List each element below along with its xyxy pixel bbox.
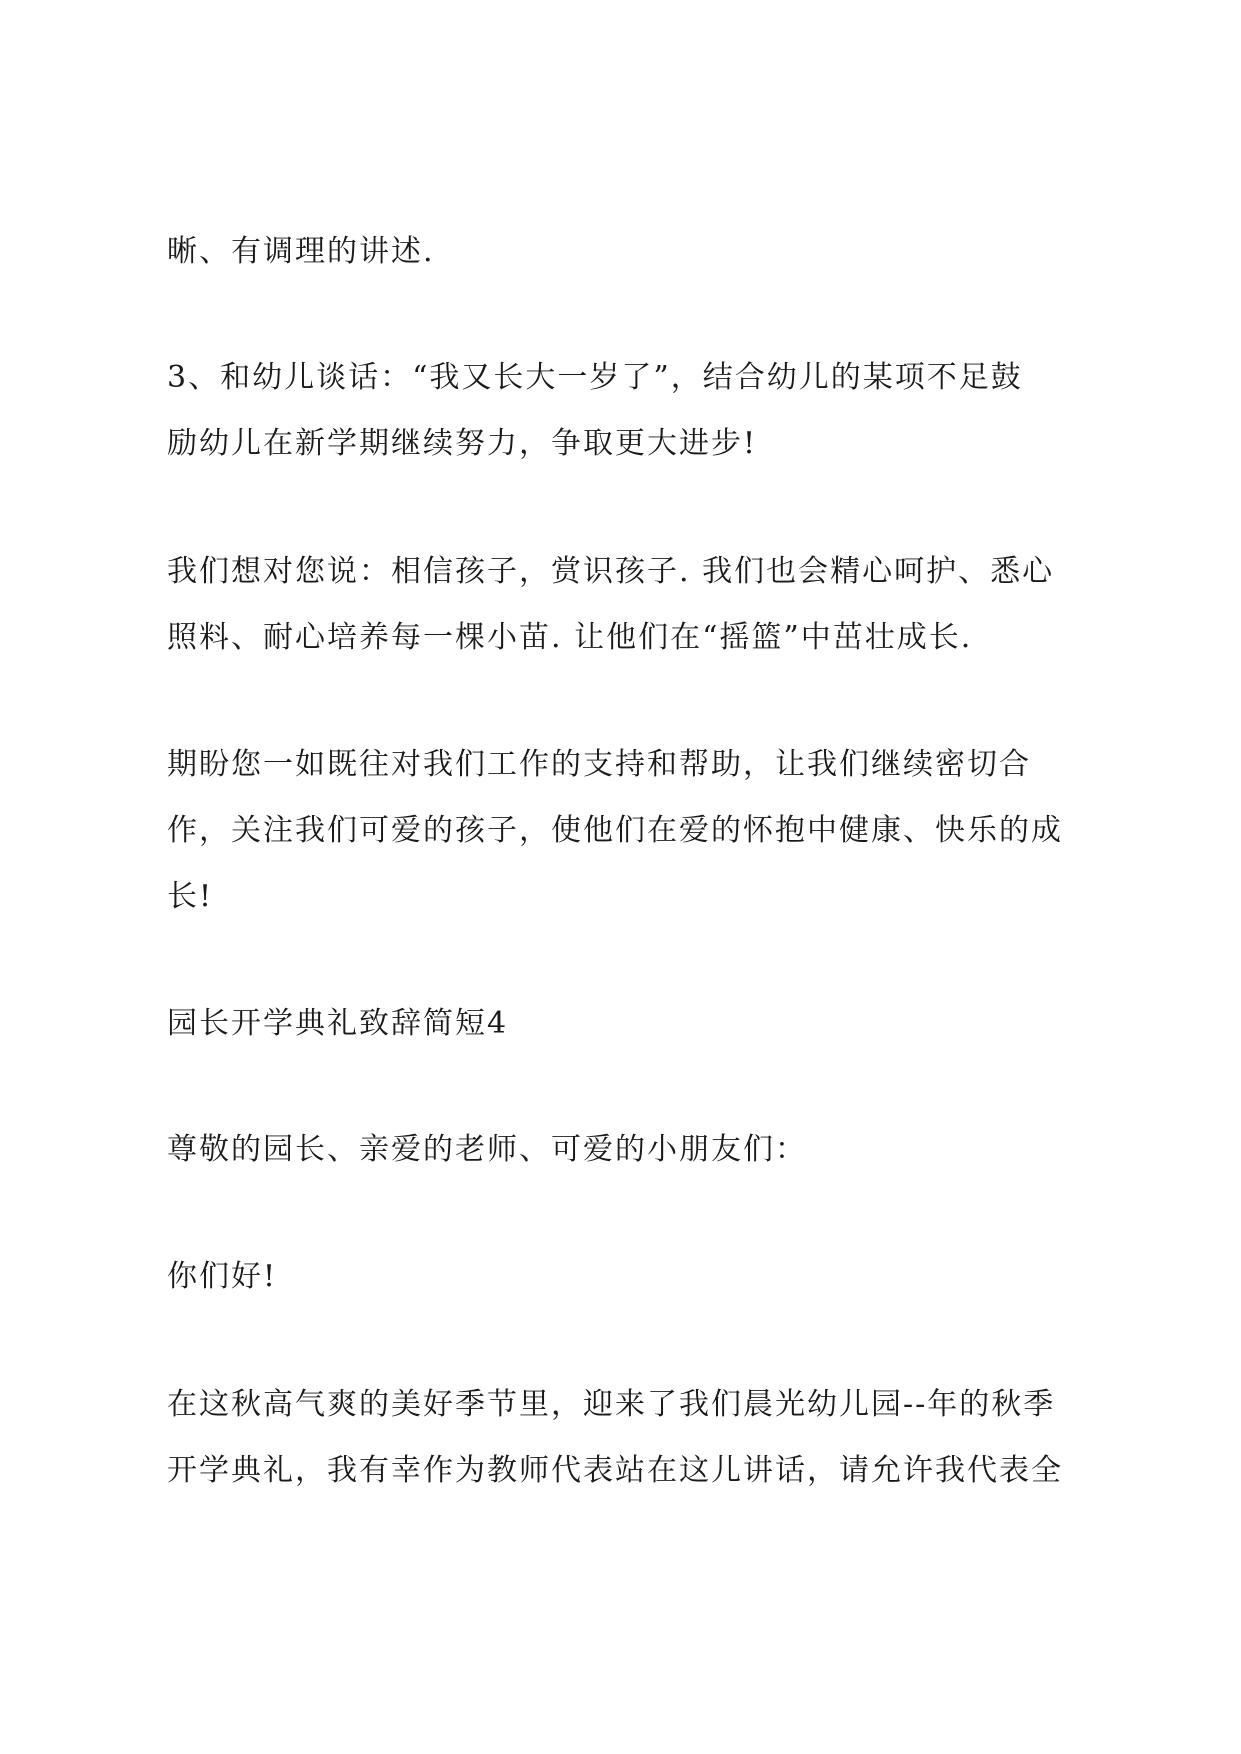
paragraph-line: 3、和幼儿谈话：“我又长大一岁了”，结合幼儿的某项不足鼓 [167,360,1023,395]
paragraph-line: 晰、有调理的讲述. [167,234,435,269]
paragraph-line: 开学典礼，我有幸作为教师代表站在这儿讲话，请允许我代表全 [167,1453,1063,1488]
paragraph-line: 在这秋高气爽的美好季节里，迎来了我们晨光幼儿园--年的秋季 [167,1387,1056,1422]
paragraph-line: 期盼您一如既往对我们工作的支持和帮助，让我们继续密切合 [167,747,1031,782]
paragraph-line: 励幼儿在新学期继续努力，争取更大进步! [167,426,758,461]
paragraph-line: 作，关注我们可爱的孩子，使他们在爱的怀抱中健康、快乐的成 [167,813,1063,848]
salutation: 尊敬的园长、亲爱的老师、可爱的小朋友们： [167,1132,807,1167]
paragraph-line: 照料、耐心培养每一棵小苗. 让他们在“摇篮”中茁壮成长. [167,620,973,655]
greeting: 你们好! [167,1259,278,1294]
paragraph-line: 长! [167,879,214,914]
paragraph-line: 我们想对您说：相信孩子，赏识孩子. 我们也会精心呵护、悉心 [167,554,1055,589]
section-heading: 园长开学典礼致辞简短4 [167,1006,509,1041]
